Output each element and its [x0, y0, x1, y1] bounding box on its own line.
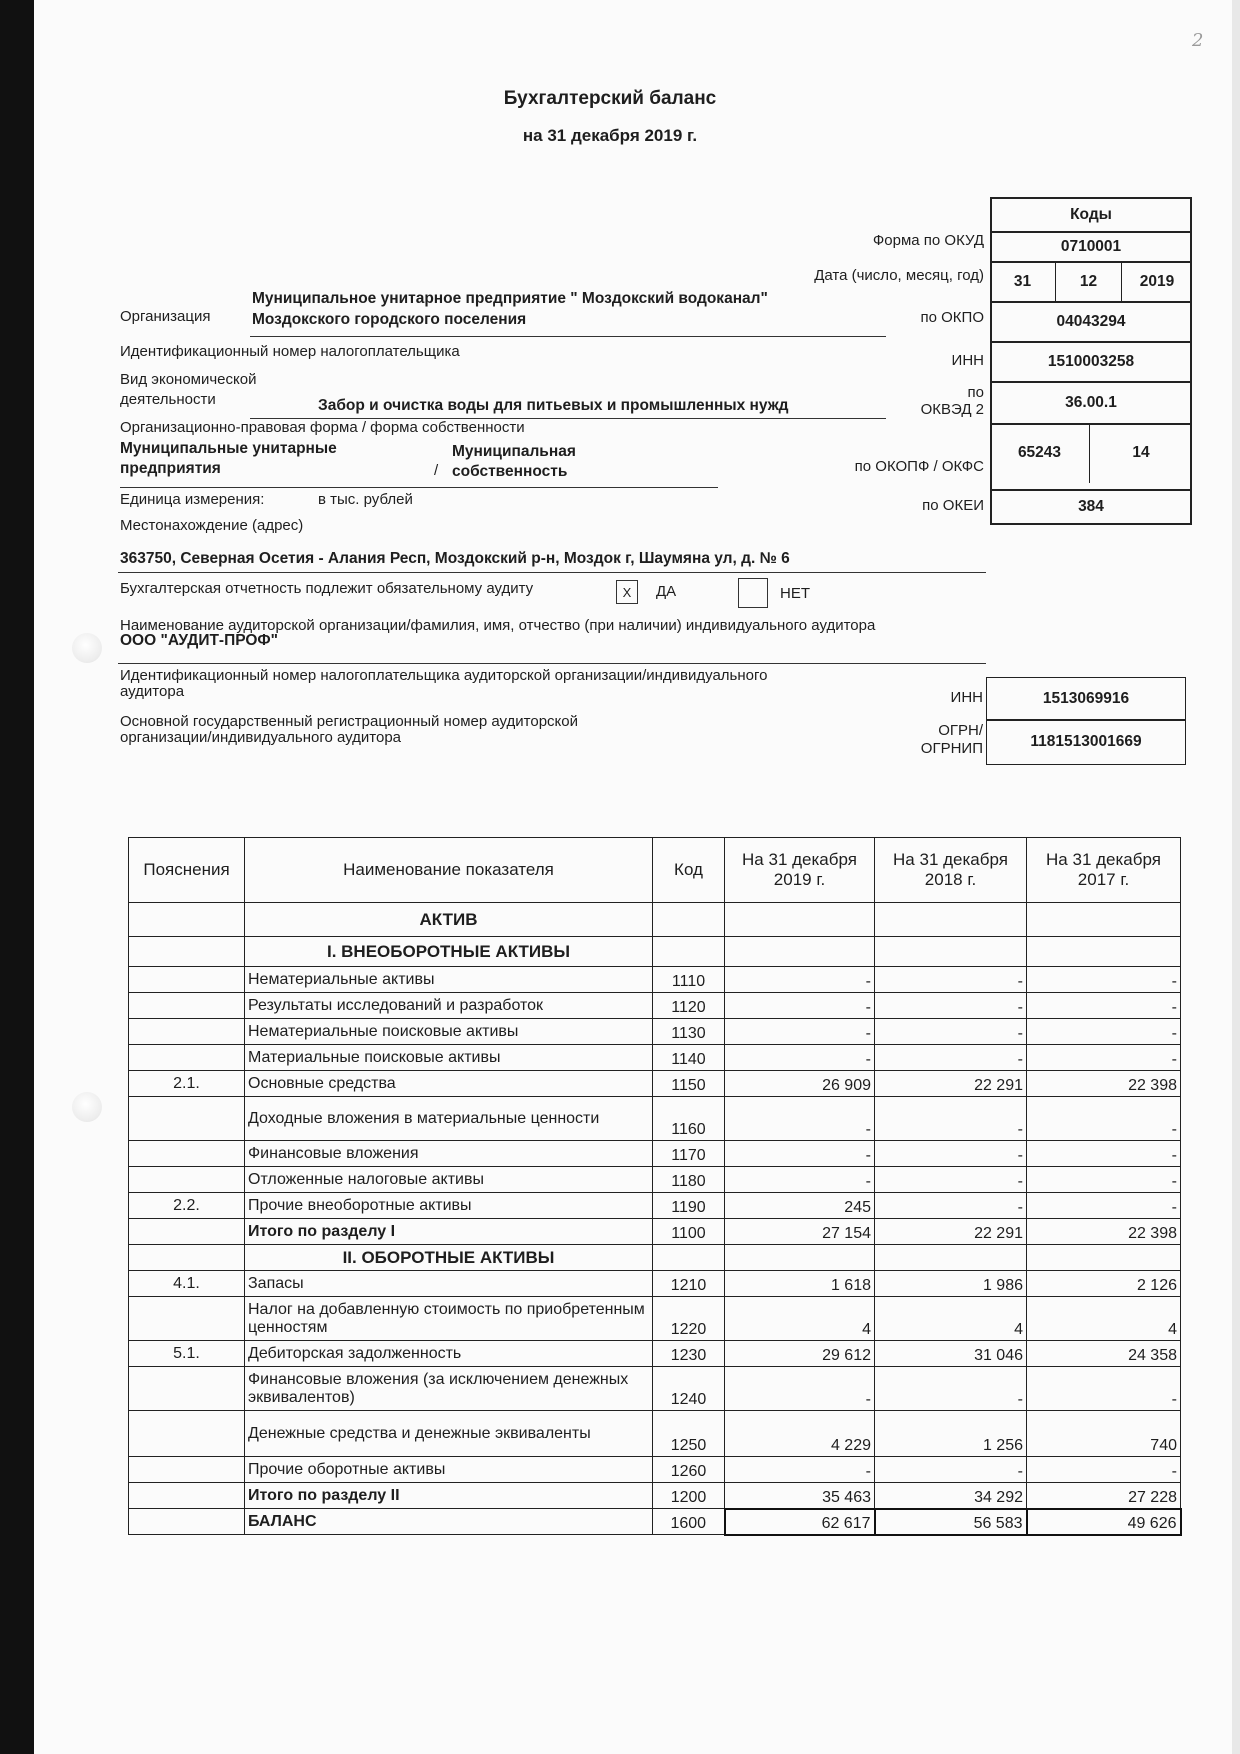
asset-title-empty	[875, 903, 1027, 937]
row-name: Итого по разделу I	[245, 1219, 653, 1245]
auditor-inn-text	[120, 668, 767, 700]
row-value-v2: -	[875, 1167, 1027, 1193]
row-value-v3: -	[1027, 993, 1181, 1019]
row-value-v1: -	[725, 1019, 875, 1045]
auditor-org-value: ООО "АУДИТ-ПРОФ"	[120, 632, 279, 649]
row-name: Результаты исследований и разработок	[245, 993, 653, 1019]
asset-title: АКТИВ	[245, 903, 653, 937]
row-value-v3: -	[1027, 1141, 1181, 1167]
row-code: 1240	[653, 1367, 725, 1411]
header-2019-line1: На 31 декабря	[742, 850, 857, 869]
row-name: Основные средства	[245, 1071, 653, 1097]
row-explanation	[129, 1509, 245, 1535]
okved-label-line1: по	[967, 384, 984, 401]
punch-hole	[72, 633, 102, 663]
okved-label	[921, 384, 984, 418]
row-value-v3: 22 398	[1027, 1071, 1181, 1097]
section2-title-empty	[725, 1245, 875, 1271]
section1-title-empty	[653, 937, 725, 967]
row-value-v2: -	[875, 967, 1027, 993]
row-value-v1: 1 618	[725, 1271, 875, 1297]
okopf-code: 65243	[990, 423, 1090, 483]
document-title: Бухгалтерский баланс	[503, 88, 717, 109]
punch-hole	[72, 1092, 102, 1122]
row-name: Прочие оборотные активы	[245, 1457, 653, 1483]
table-row	[129, 1483, 1181, 1509]
unit-value: в тыс. рублей	[318, 491, 413, 508]
form-line1: Муниципальные унитарные	[120, 440, 337, 457]
date-day: 31	[990, 261, 1056, 303]
asset-title-empty	[725, 903, 875, 937]
row-value-v1: 35 463	[725, 1483, 875, 1509]
auditor-ogrn-code: 1181513001669	[986, 719, 1186, 765]
org-label: Организация	[120, 308, 211, 325]
row-name: Нематериальные поисковые активы	[245, 1019, 653, 1045]
section1-title-row	[129, 937, 1181, 967]
okud-code: 0710001	[990, 231, 1192, 263]
row-value-v1: 29 612	[725, 1341, 875, 1367]
row-value-v1: -	[725, 967, 875, 993]
table-row	[129, 1457, 1181, 1483]
asset-title-empty	[653, 903, 725, 937]
auditor-inn-code: 1513069916	[986, 677, 1186, 721]
row-explanation	[129, 1045, 245, 1071]
row-code: 1110	[653, 967, 725, 993]
unit-label: Единица измерения:	[120, 491, 265, 508]
row-code: 1230	[653, 1341, 725, 1367]
row-name: Запасы	[245, 1271, 653, 1297]
row-value-v2: -	[875, 1019, 1027, 1045]
table-row	[129, 1271, 1181, 1297]
row-value-v2: 4	[875, 1297, 1027, 1341]
row-value-v2: 34 292	[875, 1483, 1027, 1509]
row-value-v1: -	[725, 1367, 875, 1411]
audit-no-label: НЕТ	[780, 585, 810, 602]
okpo-label: по ОКПО	[920, 309, 984, 326]
row-explanation	[129, 1141, 245, 1167]
date-year: 2019	[1139, 273, 1175, 290]
row-value-v2: 22 291	[875, 1071, 1027, 1097]
form-underline	[120, 487, 718, 488]
org-underline	[250, 336, 886, 337]
row-name: Дебиторская задолженность	[245, 1341, 653, 1367]
row-value-v1: 4	[725, 1297, 875, 1341]
row-value-v1: -	[725, 1141, 875, 1167]
activity-label-line2: деятельности	[120, 391, 216, 408]
row-code: 1210	[653, 1271, 725, 1297]
header-2018-line2: 2018 г.	[924, 870, 977, 889]
asset-title-ex	[129, 903, 245, 937]
section2-title-empty	[1027, 1245, 1181, 1271]
header-2017	[1027, 838, 1181, 903]
section1-title-empty	[725, 937, 875, 967]
row-name: Налог на добавленную стоимость по приобретенным ценностям	[245, 1297, 653, 1341]
okei-label: по ОКЕИ	[922, 497, 984, 514]
row-explanation: 2.2.	[129, 1193, 245, 1219]
row-value-v2: 1 986	[875, 1271, 1027, 1297]
page-number: 2	[1192, 30, 1204, 51]
row-value-v2: 31 046	[875, 1341, 1027, 1367]
row-name: Материальные поисковые активы	[245, 1045, 653, 1071]
row-value-v3: -	[1027, 1097, 1181, 1141]
section1-title-empty	[1027, 937, 1181, 967]
row-value-v1: 26 909	[725, 1071, 875, 1097]
okei-code: 384	[990, 489, 1192, 525]
row-value-v2: -	[875, 1367, 1027, 1411]
row-value-v3: -	[1027, 1019, 1181, 1045]
table-row	[129, 1019, 1181, 1045]
row-value-v2: -	[875, 1457, 1027, 1483]
auditor-ogrn-label	[921, 722, 983, 758]
scan-edge	[0, 0, 34, 1754]
row-name: Финансовые вложения (за исключением денежных эквивалентов)	[245, 1367, 653, 1411]
row-value-v2: -	[875, 993, 1027, 1019]
table-row	[129, 1297, 1181, 1341]
org-name-line2: Моздокского городского поселения	[252, 311, 527, 328]
row-code: 1260	[653, 1457, 725, 1483]
section2-title: II. ОБОРОТНЫЕ АКТИВЫ	[245, 1245, 653, 1271]
row-code: 1250	[653, 1411, 725, 1457]
balance-table	[128, 837, 1182, 1536]
table-header-row	[129, 838, 1181, 903]
row-code: 1200	[653, 1483, 725, 1509]
table-row	[129, 1167, 1181, 1193]
row-explanation	[129, 1457, 245, 1483]
header-2017-line2: 2017 г.	[1077, 870, 1130, 889]
date-month: 12	[1056, 261, 1122, 303]
row-value-v1: -	[725, 1097, 875, 1141]
row-code: 1170	[653, 1141, 725, 1167]
row-value-v3: 24 358	[1027, 1341, 1181, 1367]
okopf-label: по ОКОПФ / ОКФС	[854, 458, 984, 475]
row-explanation	[129, 1219, 245, 1245]
form-line2: предприятия	[120, 460, 221, 477]
section1-title-empty	[875, 937, 1027, 967]
row-code: 1220	[653, 1297, 725, 1341]
okud-label: Форма по ОКУД	[872, 232, 984, 249]
section2-title-ex	[129, 1245, 245, 1271]
auditor-inn-label: ИНН	[950, 689, 983, 706]
table-row	[129, 1045, 1181, 1071]
okved-label-line2: ОКВЭД 2	[920, 401, 984, 418]
row-value-v3: -	[1027, 1457, 1181, 1483]
row-value-v3: -	[1027, 1193, 1181, 1219]
row-value-v3: -	[1027, 1367, 1181, 1411]
activity-label-line1: Вид экономической	[120, 371, 257, 388]
header-2019-line2: 2019 г.	[773, 870, 826, 889]
row-explanation: 5.1.	[129, 1341, 245, 1367]
row-name: Прочие внеоборотные активы	[245, 1193, 653, 1219]
row-value-v1: 4 229	[725, 1411, 875, 1457]
audit-label: Бухгалтерская отчетность подлежит обязательному аудиту	[120, 580, 534, 597]
row-explanation	[129, 1483, 245, 1509]
row-explanation	[129, 1411, 245, 1457]
row-explanation	[129, 1097, 245, 1141]
row-code: 1190	[653, 1193, 725, 1219]
table-row	[129, 1219, 1181, 1245]
header-explanations: Пояснения	[129, 838, 245, 903]
table-row	[129, 1341, 1181, 1367]
inn-label: ИНН	[951, 352, 984, 369]
table-row	[129, 1509, 1181, 1535]
row-code: 1160	[653, 1097, 725, 1141]
row-explanation: 4.1.	[129, 1271, 245, 1297]
row-name: Финансовые вложения	[245, 1141, 653, 1167]
audit-yes-label: ДА	[656, 583, 677, 600]
section1-title: I. ВНЕОБОРОТНЫЕ АКТИВЫ	[245, 937, 653, 967]
asset-title-row	[129, 903, 1181, 937]
auditor-ogrn-label-line1: ОГРН/	[938, 722, 983, 739]
audit-yes-checkbox[interactable]: X	[616, 580, 638, 604]
row-value-v2: 22 291	[875, 1219, 1027, 1245]
row-value-v2: -	[875, 1193, 1027, 1219]
auditor-underline	[118, 663, 986, 664]
table-row	[129, 1193, 1181, 1219]
okved-code: 36.00.1	[990, 381, 1192, 425]
scan-edge-right	[1232, 0, 1240, 1754]
row-value-v1: 245	[725, 1193, 875, 1219]
auditor-ogrn-text-line2: организации/индивидуального аудитора	[120, 729, 402, 746]
address-value: 363750, Северная Осетия - Алания Респ, Моздокский р-н, Моздок г, Шаумяна ул, д. № 6	[120, 550, 790, 567]
row-name: Доходные вложения в материальные ценности	[245, 1097, 653, 1141]
section2-title-empty	[875, 1245, 1027, 1271]
row-explanation	[129, 1367, 245, 1411]
okpo-code: 04043294	[990, 301, 1192, 343]
row-value-v3: 2 126	[1027, 1271, 1181, 1297]
row-value-v1: 27 154	[725, 1219, 875, 1245]
ownership-line1: Муниципальная	[452, 443, 576, 460]
header-2018	[875, 838, 1027, 903]
auditor-ogrn-text	[120, 714, 578, 746]
row-explanation: 2.1.	[129, 1071, 245, 1097]
table-row	[129, 1141, 1181, 1167]
row-value-v2: 56 583	[875, 1509, 1027, 1535]
row-value-v1: -	[725, 1457, 875, 1483]
row-value-v3: -	[1027, 1167, 1181, 1193]
activity-value: Забор и очистка воды для питьевых и промышленных нужд	[318, 397, 789, 414]
table-row	[129, 1071, 1181, 1097]
row-value-v1: 62 617	[725, 1509, 875, 1535]
row-value-v2: 1 256	[875, 1411, 1027, 1457]
table-row	[129, 1367, 1181, 1411]
header-2017-line1: На 31 декабря	[1046, 850, 1161, 869]
inn-code: 1510003258	[990, 341, 1192, 383]
row-name: Итого по разделу II	[245, 1483, 653, 1509]
row-value-v2: -	[875, 1141, 1027, 1167]
row-value-v2: -	[875, 1045, 1027, 1071]
table-row	[129, 1097, 1181, 1141]
row-explanation	[129, 1167, 245, 1193]
row-explanation	[129, 967, 245, 993]
row-value-v3: 4	[1027, 1297, 1181, 1341]
row-code: 1140	[653, 1045, 725, 1071]
address-underline	[118, 572, 986, 573]
section2-title-row	[129, 1245, 1181, 1271]
row-value-v3: 27 228	[1027, 1483, 1181, 1509]
codes-header: Коды	[990, 197, 1192, 233]
row-explanation	[129, 1019, 245, 1045]
auditor-ogrn-text-line1: Основной государственный регистрационный номер аудиторской	[120, 713, 578, 730]
row-code: 1180	[653, 1167, 725, 1193]
row-code: 1150	[653, 1071, 725, 1097]
row-value-v1: -	[725, 1167, 875, 1193]
row-code: 1100	[653, 1219, 725, 1245]
row-name: Отложенные налоговые активы	[245, 1167, 653, 1193]
table-row	[129, 1411, 1181, 1457]
address-label: Местонахождение (адрес)	[120, 517, 304, 534]
row-explanation	[129, 993, 245, 1019]
row-value-v1: -	[725, 993, 875, 1019]
header-name: Наименование показателя	[245, 838, 653, 903]
org-name-line1: Муниципальное унитарное предприятие " Моздокский водоканал"	[252, 290, 768, 307]
header-code: Код	[653, 838, 725, 903]
row-value-v1: -	[725, 1045, 875, 1071]
org-inn-label: Идентификационный номер налогоплательщика	[120, 343, 460, 360]
audit-no-checkbox[interactable]	[738, 578, 768, 608]
header-2019	[725, 838, 875, 903]
table-row	[129, 993, 1181, 1019]
ownership-line2: собственность	[452, 463, 568, 480]
row-code: 1600	[653, 1509, 725, 1535]
row-name: Денежные средства и денежные эквиваленты	[245, 1411, 653, 1457]
row-value-v3: -	[1027, 967, 1181, 993]
form-label: Организационно-правовая форма / форма собственности	[120, 419, 525, 436]
auditor-inn-text-line1: Идентификационный номер налогоплательщика аудиторской организации/индивидуального	[120, 667, 768, 684]
row-name: Нематериальные активы	[245, 967, 653, 993]
auditor-ogrn-label-line2: ОГРНИП	[920, 740, 983, 757]
row-value-v3: 49 626	[1027, 1509, 1181, 1535]
header-2018-line1: На 31 декабря	[893, 850, 1008, 869]
asset-title-empty	[1027, 903, 1181, 937]
section2-title-empty	[653, 1245, 725, 1271]
row-value-v3: 22 398	[1027, 1219, 1181, 1245]
row-code: 1130	[653, 1019, 725, 1045]
form-separator: /	[434, 462, 439, 479]
okfs-code: 14	[1132, 444, 1150, 461]
row-code: 1120	[653, 993, 725, 1019]
row-value-v3: 740	[1027, 1411, 1181, 1457]
row-name: БАЛАНС	[245, 1509, 653, 1535]
auditor-inn-text-line2: аудитора	[120, 683, 185, 700]
section1-title-ex	[129, 937, 245, 967]
row-value-v3: -	[1027, 1045, 1181, 1071]
document-subtitle: на 31 декабря 2019 г.	[522, 126, 698, 145]
row-explanation	[129, 1297, 245, 1341]
auditor-org-label: Наименование аудиторской организации/фамилия, имя, отчество (при наличии) индивидуального аудитора	[120, 617, 876, 634]
date-label: Дата (число, месяц, год)	[814, 267, 984, 284]
row-value-v2: -	[875, 1097, 1027, 1141]
table-row	[129, 967, 1181, 993]
